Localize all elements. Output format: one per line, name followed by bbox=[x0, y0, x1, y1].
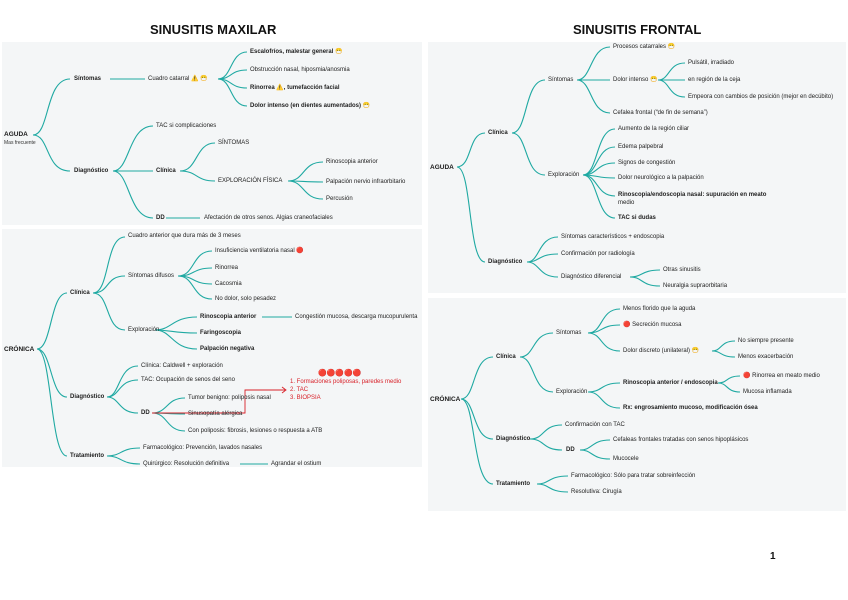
node-exploracion: Exploración bbox=[128, 327, 160, 333]
node-tac-dudas: TAC si dudas bbox=[618, 215, 656, 221]
node-clinica: Clínica bbox=[156, 168, 176, 174]
node-palpacion-negativa: Palpación negativa bbox=[200, 346, 255, 352]
node-menos-exacerbacion: Menos exacerbación bbox=[738, 354, 794, 360]
node-sintomas: Síntomas bbox=[556, 330, 582, 336]
node-clinica: Clínica bbox=[496, 354, 516, 360]
red-note-2: 2. TAC bbox=[290, 387, 309, 393]
red-note-1: 1. Formaciones poliposas, paredes medio bbox=[290, 379, 402, 385]
node-secrecion-mucosa: 🔴 Secreción mucosa bbox=[623, 322, 682, 328]
frontal-cronica-root: CRÓNICA bbox=[430, 396, 461, 403]
node-diagnostico: Diagnóstico bbox=[70, 394, 105, 400]
node-dolor-palpacion: Dolor neurológico a la palpación bbox=[618, 175, 704, 181]
node-clinica-caldwell: Clínica: Caldwell + exploración bbox=[141, 363, 223, 369]
maxilar-aguda-root: AGUDA bbox=[4, 131, 28, 138]
node-clinica: Clínica bbox=[70, 290, 90, 296]
node-rinoscopia-anterior: Rinoscopia anterior bbox=[326, 159, 378, 165]
node-tratamiento: Tratamiento bbox=[496, 481, 531, 487]
node-quirurgico: Quirúrgico: Resolución definitiva bbox=[143, 461, 230, 467]
title-frontal: SINUSITIS FRONTAL bbox=[573, 22, 702, 37]
node-clinica: Clínica bbox=[488, 130, 508, 136]
node-sinusopatia: Sinusopatía alérgica bbox=[188, 411, 243, 417]
node-exploracion-fisica: EXPLORACIÓN FÍSICA bbox=[218, 178, 283, 184]
node-region-ceja: en región de la ceja bbox=[688, 77, 741, 83]
node-dd-afectacion: Afectación de otros senos. Algias craneofaciales bbox=[204, 215, 333, 221]
node-sintomas: Síntomas bbox=[548, 77, 574, 83]
node-confirmacion-radiologia: Confirmación por radiología bbox=[561, 251, 635, 257]
node-otras-sinusitis: Otras sinusitis bbox=[663, 267, 701, 273]
node-sintomas: Síntomas bbox=[74, 76, 102, 82]
node-diagnostico: Diagnóstico bbox=[488, 259, 523, 265]
node-sintomas-endoscopia: Síntomas característicos + endoscopia bbox=[561, 234, 665, 240]
node-obstruccion: Obstrucción nasal, hiposmia/anosmia bbox=[250, 67, 350, 73]
red-note-3: 3. BIOPSIA bbox=[290, 395, 321, 401]
node-mucocele: Mucocele bbox=[613, 456, 639, 462]
node-menos-florido: Menos florido que la aguda bbox=[623, 306, 696, 312]
node-neuralgia: Neuralgia supraorbitaria bbox=[663, 283, 728, 289]
node-palpacion: Palpación nervio infraorbitario bbox=[326, 179, 406, 185]
node-congestion: Congestión mucosa, descarga mucopurulenta bbox=[295, 314, 418, 320]
node-farmacologico: Farmacológico: Sólo para tratar sobreinfección bbox=[571, 473, 696, 479]
red-warning-icons: 🔴🔴🔴🔴🔴 bbox=[318, 370, 362, 377]
node-exploracion: Exploración bbox=[556, 389, 588, 395]
node-tac: TAC si complicaciones bbox=[156, 123, 217, 129]
node-cuadro-catarral: Cuadro catarral ⚠️ 😷 bbox=[148, 76, 208, 82]
node-poliposis: Con poliposis: fibrosis, lesiones o respuesta a ATB bbox=[188, 428, 323, 434]
node-sintomas-difusos: Síntomas difusos bbox=[128, 273, 175, 279]
node-tac-ocupacion: TAC: Ocupación de senos del seno bbox=[141, 377, 235, 383]
node-farmacologico: Farmacológico: Prevención, lavados nasales bbox=[143, 445, 263, 451]
node-dolor-intenso: Dolor intenso 😷 bbox=[613, 77, 658, 83]
node-percusion: Percusión bbox=[326, 196, 353, 202]
node-diagnostico: Diagnóstico bbox=[74, 168, 109, 174]
node-cefaleas-frontales: Cefaleas frontales tratadas con senos hipoplásicos bbox=[613, 437, 749, 443]
maxilar-cronica-root: CRÓNICA bbox=[4, 346, 35, 353]
page-number: 1 bbox=[770, 551, 776, 562]
node-agrandar-ostium: Agrandar el ostium bbox=[271, 461, 322, 467]
title-maxilar: SINUSITIS MAXILAR bbox=[150, 22, 277, 37]
node-diagnostico-diferencial: Diagnóstico diferencial bbox=[561, 274, 622, 280]
maxilar-aguda-root-sub: Mas frecuente bbox=[4, 140, 36, 146]
node-edema-palpebral: Edema palpebral bbox=[618, 144, 664, 150]
node-tratamiento: Tratamiento bbox=[70, 453, 105, 459]
panel-maxilar-aguda bbox=[2, 42, 422, 225]
node-dd: DD bbox=[141, 410, 150, 416]
node-dd: DD bbox=[156, 215, 165, 221]
node-faringoscopia: Faringoscopia bbox=[200, 330, 242, 336]
node-insuficiencia: Insuficiencia ventilatoria nasal 🔴 bbox=[215, 248, 304, 254]
node-mucosa-inflamada: Mucosa inflamada bbox=[743, 389, 792, 395]
node-dd: DD bbox=[566, 447, 575, 453]
node-resolutiva: Resolutiva: Cirugía bbox=[571, 489, 622, 495]
node-pulsatil: Pulsátil, irradiado bbox=[688, 60, 735, 66]
node-empeora: Empeora con cambios de posición (mejor en decúbito) bbox=[688, 94, 834, 100]
node-aumento-ciliar: Aumento de la región ciliar bbox=[618, 126, 690, 132]
node-rinorrea: Rinorrea ⚠️, tumefacción facial bbox=[250, 85, 340, 91]
node-rinoscopia-endoscopia-cont: medio bbox=[618, 200, 635, 206]
node-dolor-intenso: Dolor intenso (en dientes aumentados) 😷 bbox=[250, 103, 371, 109]
node-rx-engrosamiento: Rx: engrosamiento mucoso, modificación ósea bbox=[623, 405, 758, 411]
node-exploracion: Exploración bbox=[548, 172, 580, 178]
node-cacosmia: Cacosmia bbox=[215, 281, 242, 287]
node-rinoscopia-endoscopia: Rinoscopia anterior / endoscopia bbox=[623, 380, 718, 386]
node-rinoscopia-endoscopia: Rinoscopia/endoscopia nasal: supuración en meato bbox=[618, 192, 767, 198]
node-sintomas-upper: SÍNTOMAS bbox=[218, 140, 250, 146]
node-rinorrea-meato: 🔴 Rinorrea en meato medio bbox=[743, 373, 820, 379]
node-diagnostico: Diagnóstico bbox=[496, 436, 531, 442]
node-rinoscopia-anterior: Rinoscopia anterior bbox=[200, 314, 257, 320]
node-cuadro-anterior: Cuadro anterior que dura más de 3 meses bbox=[128, 233, 241, 239]
node-no-siempre-presente: No siempre presente bbox=[738, 338, 794, 344]
node-rinorrea: Rinorrea bbox=[215, 265, 239, 271]
node-no-dolor: No dolor, solo pesadez bbox=[215, 296, 277, 302]
node-signos-congestion: Signos de congestión bbox=[618, 160, 676, 166]
node-escalofrios: Escalofríos, malestar general 😷 bbox=[250, 49, 343, 55]
node-cefalea-frontal: Cefalea frontal (“de fin de semana”) bbox=[613, 110, 708, 116]
node-dolor-discreto: Dolor discreto (unilateral) 😷 bbox=[623, 348, 700, 354]
node-confirmacion-tac: Confirmación con TAC bbox=[565, 422, 625, 428]
frontal-aguda-root: AGUDA bbox=[430, 164, 454, 171]
node-tumor-benigno: Tumor benigno: poliposis nasal bbox=[188, 395, 271, 401]
node-procesos-catarrales: Procesos catarrales 😷 bbox=[613, 44, 676, 50]
